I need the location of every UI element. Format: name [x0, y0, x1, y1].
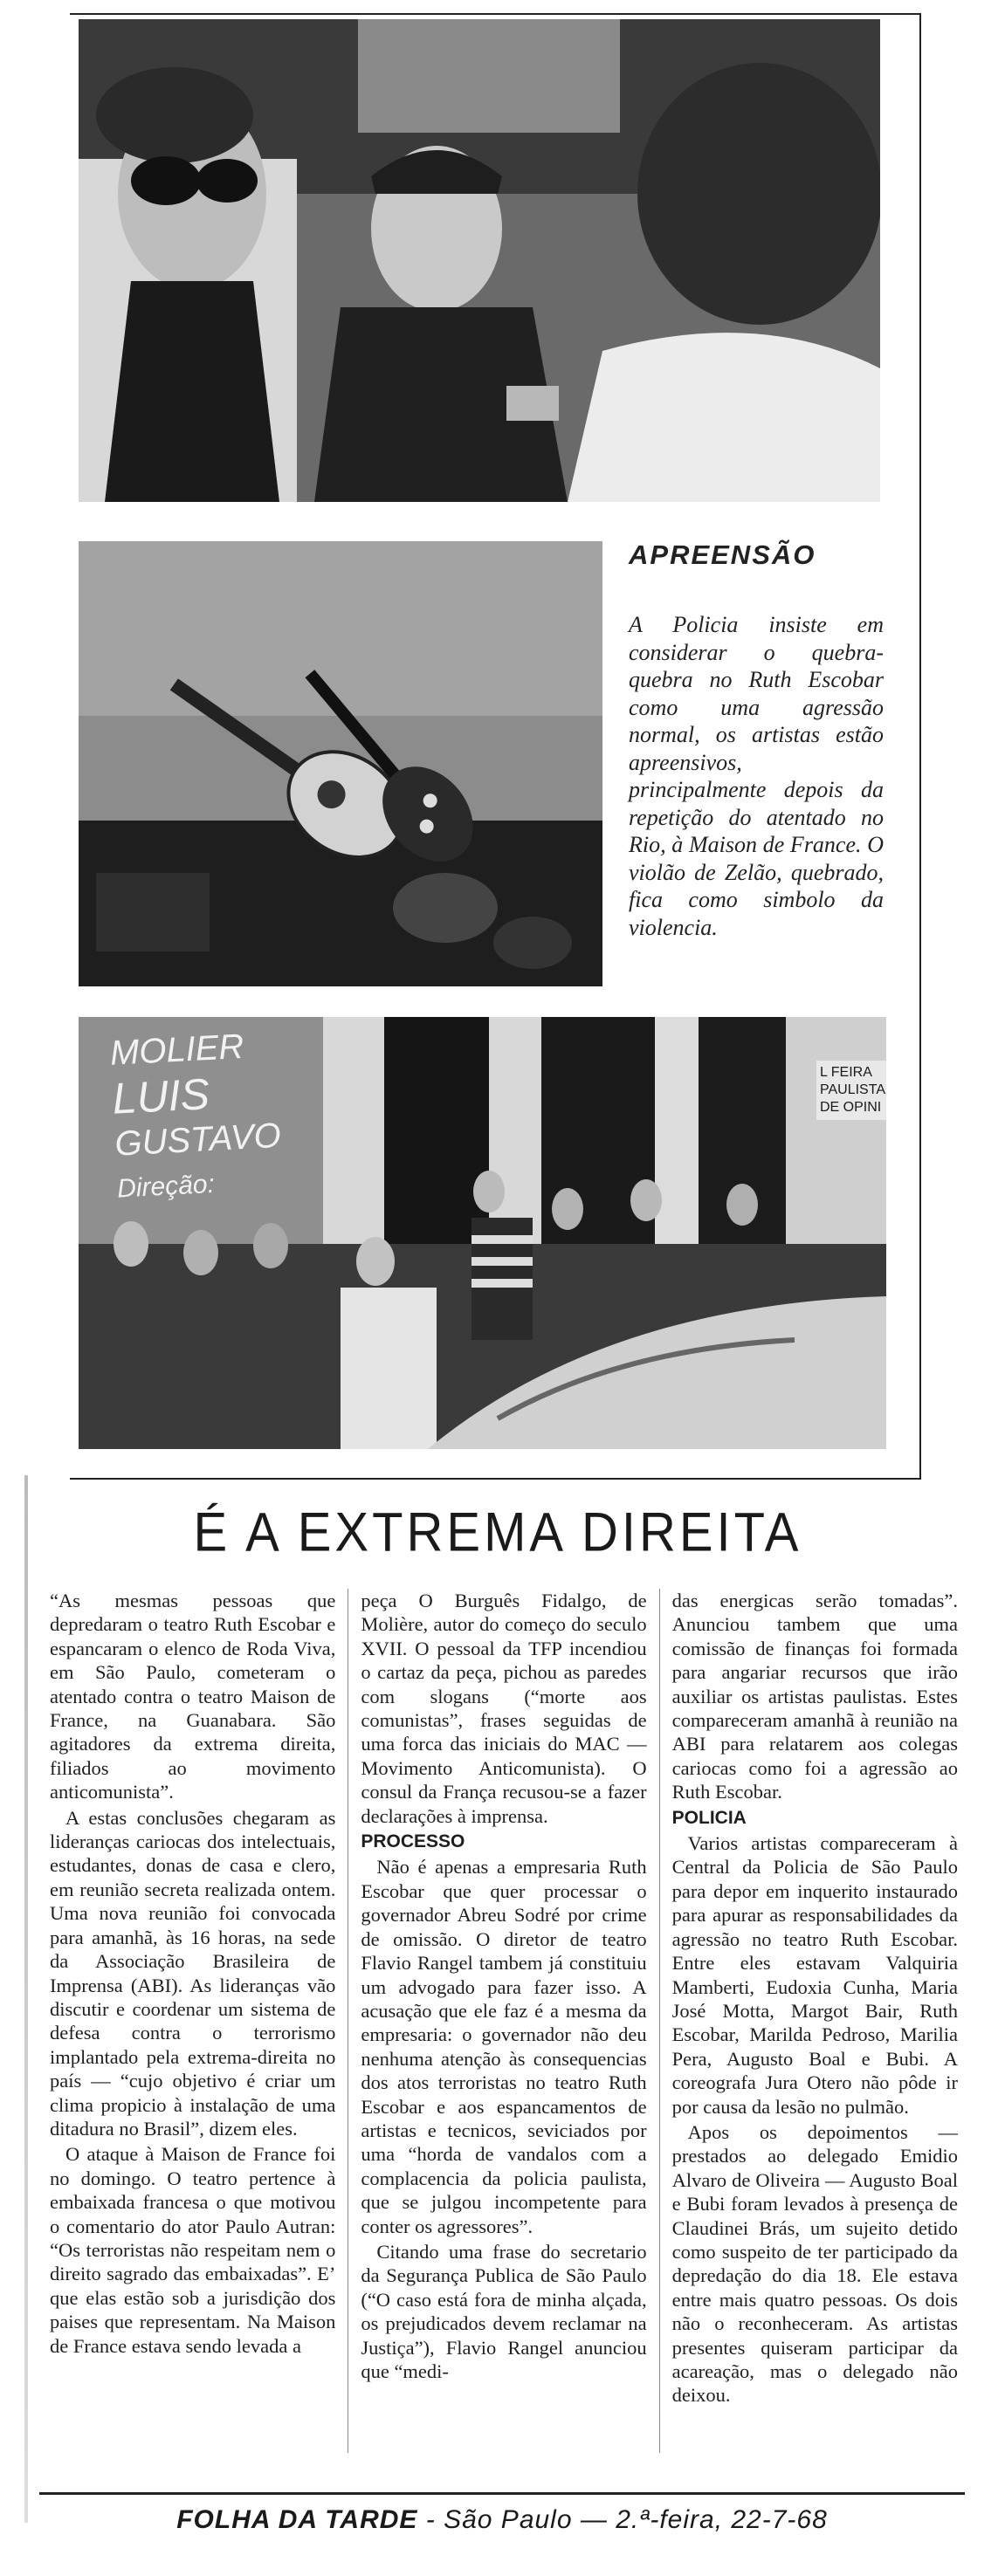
sign-line: DE OPINI	[820, 1100, 882, 1115]
sign-line: PAULISTA	[820, 1082, 885, 1097]
paragraph: Não é apenas a empresaria Ruth Escobar que quer processar o governador Abreu Sodré por crime de omissão. O diretor de teatro Flavio Rangel tambem já constituiu um advogado para fazer isso. A acusação que ele faz é a mesma da empresaria: o governador não deu nenhuma atenção às consequencias dos atos terroristas no teatro Ruth Escobar e aos espancamentos de artistas e tecnicos, seviciados por uma “horda de vandalos com a complacencia da policia paulista, que se julgou incompetente para conter os agressores”.	[361, 1856, 647, 2237]
graffiti-line: MOLIER	[108, 1027, 245, 1073]
footer-sep: —	[580, 2505, 616, 2534]
footer-date: 2.ª-feira, 22-7-68	[616, 2505, 828, 2534]
graffiti-line: Direção:	[116, 1169, 216, 1204]
photo-people-theatre	[79, 19, 880, 502]
footer-rule	[39, 2492, 965, 2495]
paragraph: “As mesmas pessoas que depredaram o teatro Ruth Escobar e espancaram o elenco de Roda Viva, em São Paulo, cometeram o atentado contra o teatro Maison de France, na Guanabara. São agitadores da extrema direita, filiados ao movimento anticomunista”.	[50, 1590, 336, 1803]
column-3	[672, 1589, 958, 2453]
paragraph: peça O Burguês Fidalgo, de Molière, autor do começo do seculo XVII. O pessoal da TFP incendiou o cartaz da peça, pichou as paredes com slogans (“morte aos comunistas”, frases seguidas de uma forca das iniciais do MAC — Movimento Anticomunista). O consul da França recusou-se a fazer declarações à imprensa.	[361, 1590, 647, 1827]
graffiti-line: GUSTAVO	[114, 1116, 282, 1164]
footer-sep: -	[425, 2505, 444, 2534]
paragraph: das energicas serão tomadas”. Anunciou tambem que uma comissão de finanças foi formada para angariar recursos que irão auxiliar os artistas paulistas. Estes compareceram amanhã à reunião na ABI para relatarem aos colegas cariocas como foi a agressão ao Ruth Escobar.	[671, 1590, 958, 1803]
column-2	[361, 1589, 646, 2453]
paper-edge	[24, 1475, 28, 2523]
photo-broken-guitar	[79, 541, 602, 986]
caption-body: A Policia insiste em considerar o quebra-quebra no Ruth Escobar como uma agressão normal, os artistas estão apreensivos, principalmente depois da repetição do atentado no Rio, à Maison de France. O violão de Zelão, quebrado, fica como simbolo da violencia.	[629, 612, 884, 940]
graffiti	[109, 1020, 311, 1212]
photo-crowd-graffiti	[79, 1017, 886, 1449]
paragraph: Citando uma frase do secretario da Segurança Publica de São Paulo (“O caso está fora de minha alçada, os prejudicados devem reclamar na Justiça”), Flavio Rangel anunciou que “medi-	[361, 2240, 647, 2382]
subheading-processo: PROCESSO	[361, 1831, 465, 1852]
footer	[39, 2505, 965, 2535]
headline: É A EXTREMA DIREITA	[193, 1501, 802, 1563]
subheading-policia: POLICIA	[671, 1807, 747, 1828]
caption-title: APREENSÃO	[629, 539, 816, 570]
protest-sign	[816, 1061, 886, 1120]
paragraph: Varios artistas compareceram à Central da Policia de São Paulo para depor em inquerito instaurado para apurar as responsabilidades da agressão no teatro Ruth Escobar. Entre eles estavam Valquiria Mamberti, Eudoxia Cunha, Maria José Motta, Margot Bair, Ruth Escobar, Marilda Pedroso, Marilia Pera, Augusto Boal e Bubi. A coreografa Jura Otero não pôde ir por causa da lesão no pulmão.	[671, 1832, 958, 2118]
paragraph: Apos os depoimentos — prestados ao delegado Emidio Alvaro de Oliveira — Augusto Boal e Bubi foram levados à presença de Claudinei Brás, um sujeito detido como suspeito de ter participado da depredação do dia 18. Ele estava entre mais quatro pessoas. Os dois não o reconheceram. As artistas presentes quiseram participar da acareação, mas o delegado não deixou.	[671, 2120, 958, 2407]
graffiti-line: LUIS	[111, 1069, 211, 1123]
article-columns	[50, 1589, 958, 2453]
sign-line: L FEIRA	[820, 1065, 872, 1080]
footer-city: São Paulo	[444, 2505, 573, 2534]
column-divider	[659, 1589, 660, 2453]
column-1	[50, 1589, 335, 2453]
paragraph: O ataque à Maison de France foi no domingo. O teatro pertence à embaixada francesa o que motivou o comentario do ator Paulo Autran: “Os terroristas não respeitam nem o direito sagrado das embaixadas”. E’ que elas estão sob a jurisdição dos paises que representam. Na Maison de France estava sendo levada a	[50, 2143, 336, 2357]
paragraph: A estas conclusões chegaram as lideranças cariocas dos intelectuais, estudantes, donas de casa e clero, em reunião secreta realizada ontem. Uma nova reunião foi convocada para amanhã, às 16 horas, na sede da Associação Brasileira de Imprensa (ABI). As lideranças vão discutir e coordenar um sistema de defesa contra o terrorismo implantado pela extrema-direita no país — “cujo objetivo é criar um clima propicio à instalação de uma ditadura no Brasil”, dizem eles.	[50, 1806, 336, 2140]
footer-paper: FOLHA DA TARDE	[176, 2505, 418, 2534]
